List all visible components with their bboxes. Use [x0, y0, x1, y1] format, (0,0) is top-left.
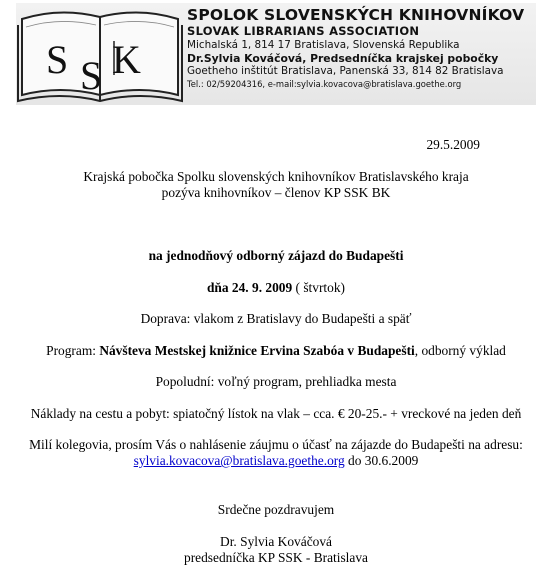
- transport-line: Doprava: vlakom z Bratislavy do Budapešti a späť: [140, 311, 412, 326]
- signature-name: Dr. Sylvia Kováčová: [220, 534, 332, 549]
- registration-email-link[interactable]: sylvia.kovacova@bratislava.goethe.org: [133, 453, 345, 468]
- letterhead: [16, 3, 536, 105]
- intro-line-2: pozýva knihovníkov – členov KP SSK BK: [161, 185, 391, 200]
- logo-letter-s2: S: [80, 53, 103, 98]
- organization-name-en: SLOVAK LIBRARIANS ASSOCIATION: [187, 24, 420, 38]
- program-title: Návšteva Mestskej knižnice Ervina Szabóa v Budapešti: [99, 343, 415, 358]
- program-line: [0, 343, 552, 359]
- registration-line-2: [0, 453, 552, 469]
- contact-info: Tel.: 02/59204316, e-mail:sylvia.kovacova@bratislava.goethe.org: [187, 79, 462, 89]
- chair-name: Dr.Sylvia Kováčová, Predsedníčka krajskej pobočky: [187, 52, 499, 65]
- organization-address: Michalská 1, 814 17 Bratislava, Slovenská Republika: [187, 39, 460, 51]
- letterhead-text: [187, 6, 533, 90]
- institute-address: Goetheho inštitút Bratislava, Panenská 33, 814 82 Bratislava: [187, 65, 504, 77]
- greeting: Srdečne pozdravujem: [217, 502, 335, 517]
- program-rest: , odborný výklad: [414, 343, 506, 358]
- trip-date-bold: dňa 24. 9. 2009: [206, 280, 293, 295]
- organization-name: SPOLOK SLOVENSKÝCH KNIHOVNÍKOV: [187, 6, 525, 24]
- trip-headline: na jednodňový odborný zájazd do Budapešti: [148, 248, 404, 263]
- ssk-book-logo: [16, 3, 184, 105]
- logo-letter-k: K: [112, 37, 141, 82]
- intro-line-1: Krajská pobočka Spolku slovenských knihovníkov Bratislavského kraja: [83, 169, 469, 184]
- registration-line-1: Milí kolegovia, prosím Vás o nahlásenie záujmu o účasť na zájazde do Budapešti na adresu:: [29, 437, 523, 452]
- trip-weekday: ( štvrtok): [292, 280, 345, 295]
- letter-date: 29.5.2009: [426, 137, 480, 152]
- registration-deadline: do 30.6.2009: [344, 453, 419, 468]
- costs-line: Náklady na cestu a pobyt: spiatočný lístok na vlak – cca. € 20-25.- + vreckové na jeden deň: [30, 406, 522, 421]
- afternoon-line: Popoludní: voľný program, prehliadka mesta: [155, 374, 397, 389]
- logo-letter-s1: S: [46, 37, 69, 82]
- program-label: Program:: [46, 343, 100, 358]
- trip-date: [0, 280, 552, 296]
- signature-title: predsedníčka KP SSK - Bratislava: [184, 550, 368, 565]
